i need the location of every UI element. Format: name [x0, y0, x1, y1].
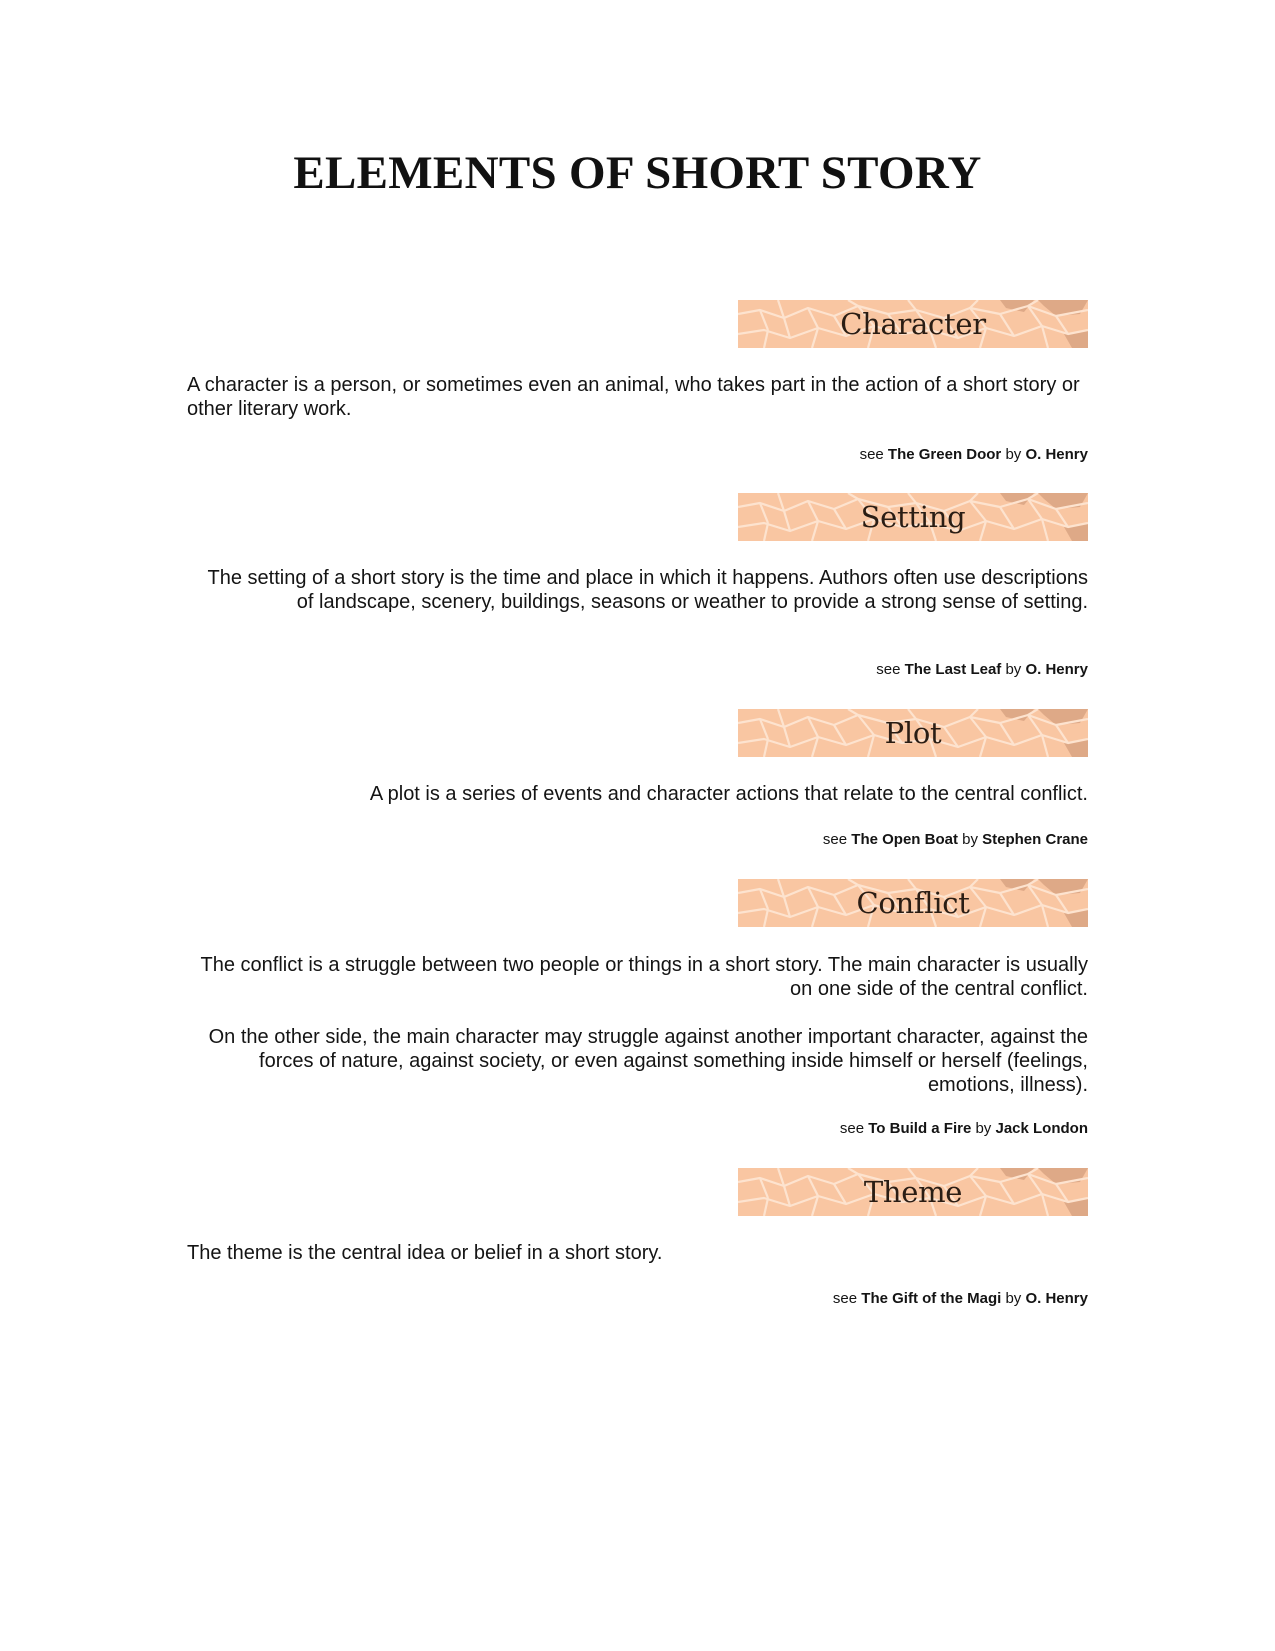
ref-by: by	[1005, 1290, 1022, 1307]
ref-work: To Build a Fire	[868, 1120, 972, 1137]
ref-author: Jack London	[995, 1120, 1088, 1137]
ref-by: by	[962, 831, 978, 848]
story-reference	[187, 831, 1088, 849]
ref-by: by	[975, 1120, 992, 1137]
section-heading: Setting	[860, 500, 966, 534]
banner-character	[738, 300, 1088, 348]
ref-by: by	[1005, 661, 1022, 678]
banner-theme	[738, 1168, 1088, 1216]
ref-see: see	[859, 446, 884, 463]
ref-work: The Gift of the Magi	[861, 1290, 1002, 1307]
section-paragraph: A plot is a series of events and character actions that relate to the central conflict.	[369, 783, 1088, 805]
ref-author: O. Henry	[1025, 446, 1088, 463]
section-heading: Conflict	[856, 886, 970, 920]
ref-see: see	[832, 1290, 858, 1307]
ref-work: The Green Door	[887, 446, 1002, 463]
ref-author: O. Henry	[1025, 661, 1088, 678]
section-paragraph: The conflict is a struggle between two people or things in a short story. The main character is usually on one side of the central conflict.	[200, 954, 1088, 1000]
banner-plot	[738, 709, 1088, 757]
banner-conflict	[738, 879, 1088, 927]
section-paragraph: The theme is the central idea or belief in a short story.	[187, 1242, 663, 1264]
story-reference	[187, 661, 1088, 679]
ref-work: The Last Leaf	[904, 661, 1002, 678]
ref-author: Stephen Crane	[982, 831, 1088, 848]
ref-see: see	[822, 831, 848, 848]
section-paragraph: The setting of a short story is the time and place in which it happens. Authors often use descriptions of landscape, scenery, buildings, seasons or weather to provide a strong sense of setting.	[207, 567, 1088, 613]
section-paragraph: On the other side, the main character may struggle against another important character, against the forces of nature, against society, or even against something inside himself or herself (feelings, emotions, illness).	[208, 1026, 1088, 1096]
story-reference	[187, 1120, 1088, 1138]
banner-setting	[738, 493, 1088, 541]
ref-author: O. Henry	[1025, 1290, 1088, 1307]
ref-work: The Open Boat	[851, 831, 958, 848]
story-reference	[187, 1290, 1088, 1308]
page-title: ELEMENTS OF SHORT STORY	[293, 147, 982, 199]
ref-see: see	[839, 1120, 865, 1137]
section-heading: Character	[840, 307, 986, 341]
story-reference	[187, 446, 1088, 464]
section-paragraph: A character is a person, or sometimes even an animal, who takes part in the action of a short story or other literary work.	[187, 374, 1080, 420]
section-heading: Theme	[863, 1175, 963, 1209]
ref-by: by	[1005, 446, 1022, 463]
section-heading: Plot	[884, 716, 942, 750]
ref-see: see	[876, 661, 901, 678]
